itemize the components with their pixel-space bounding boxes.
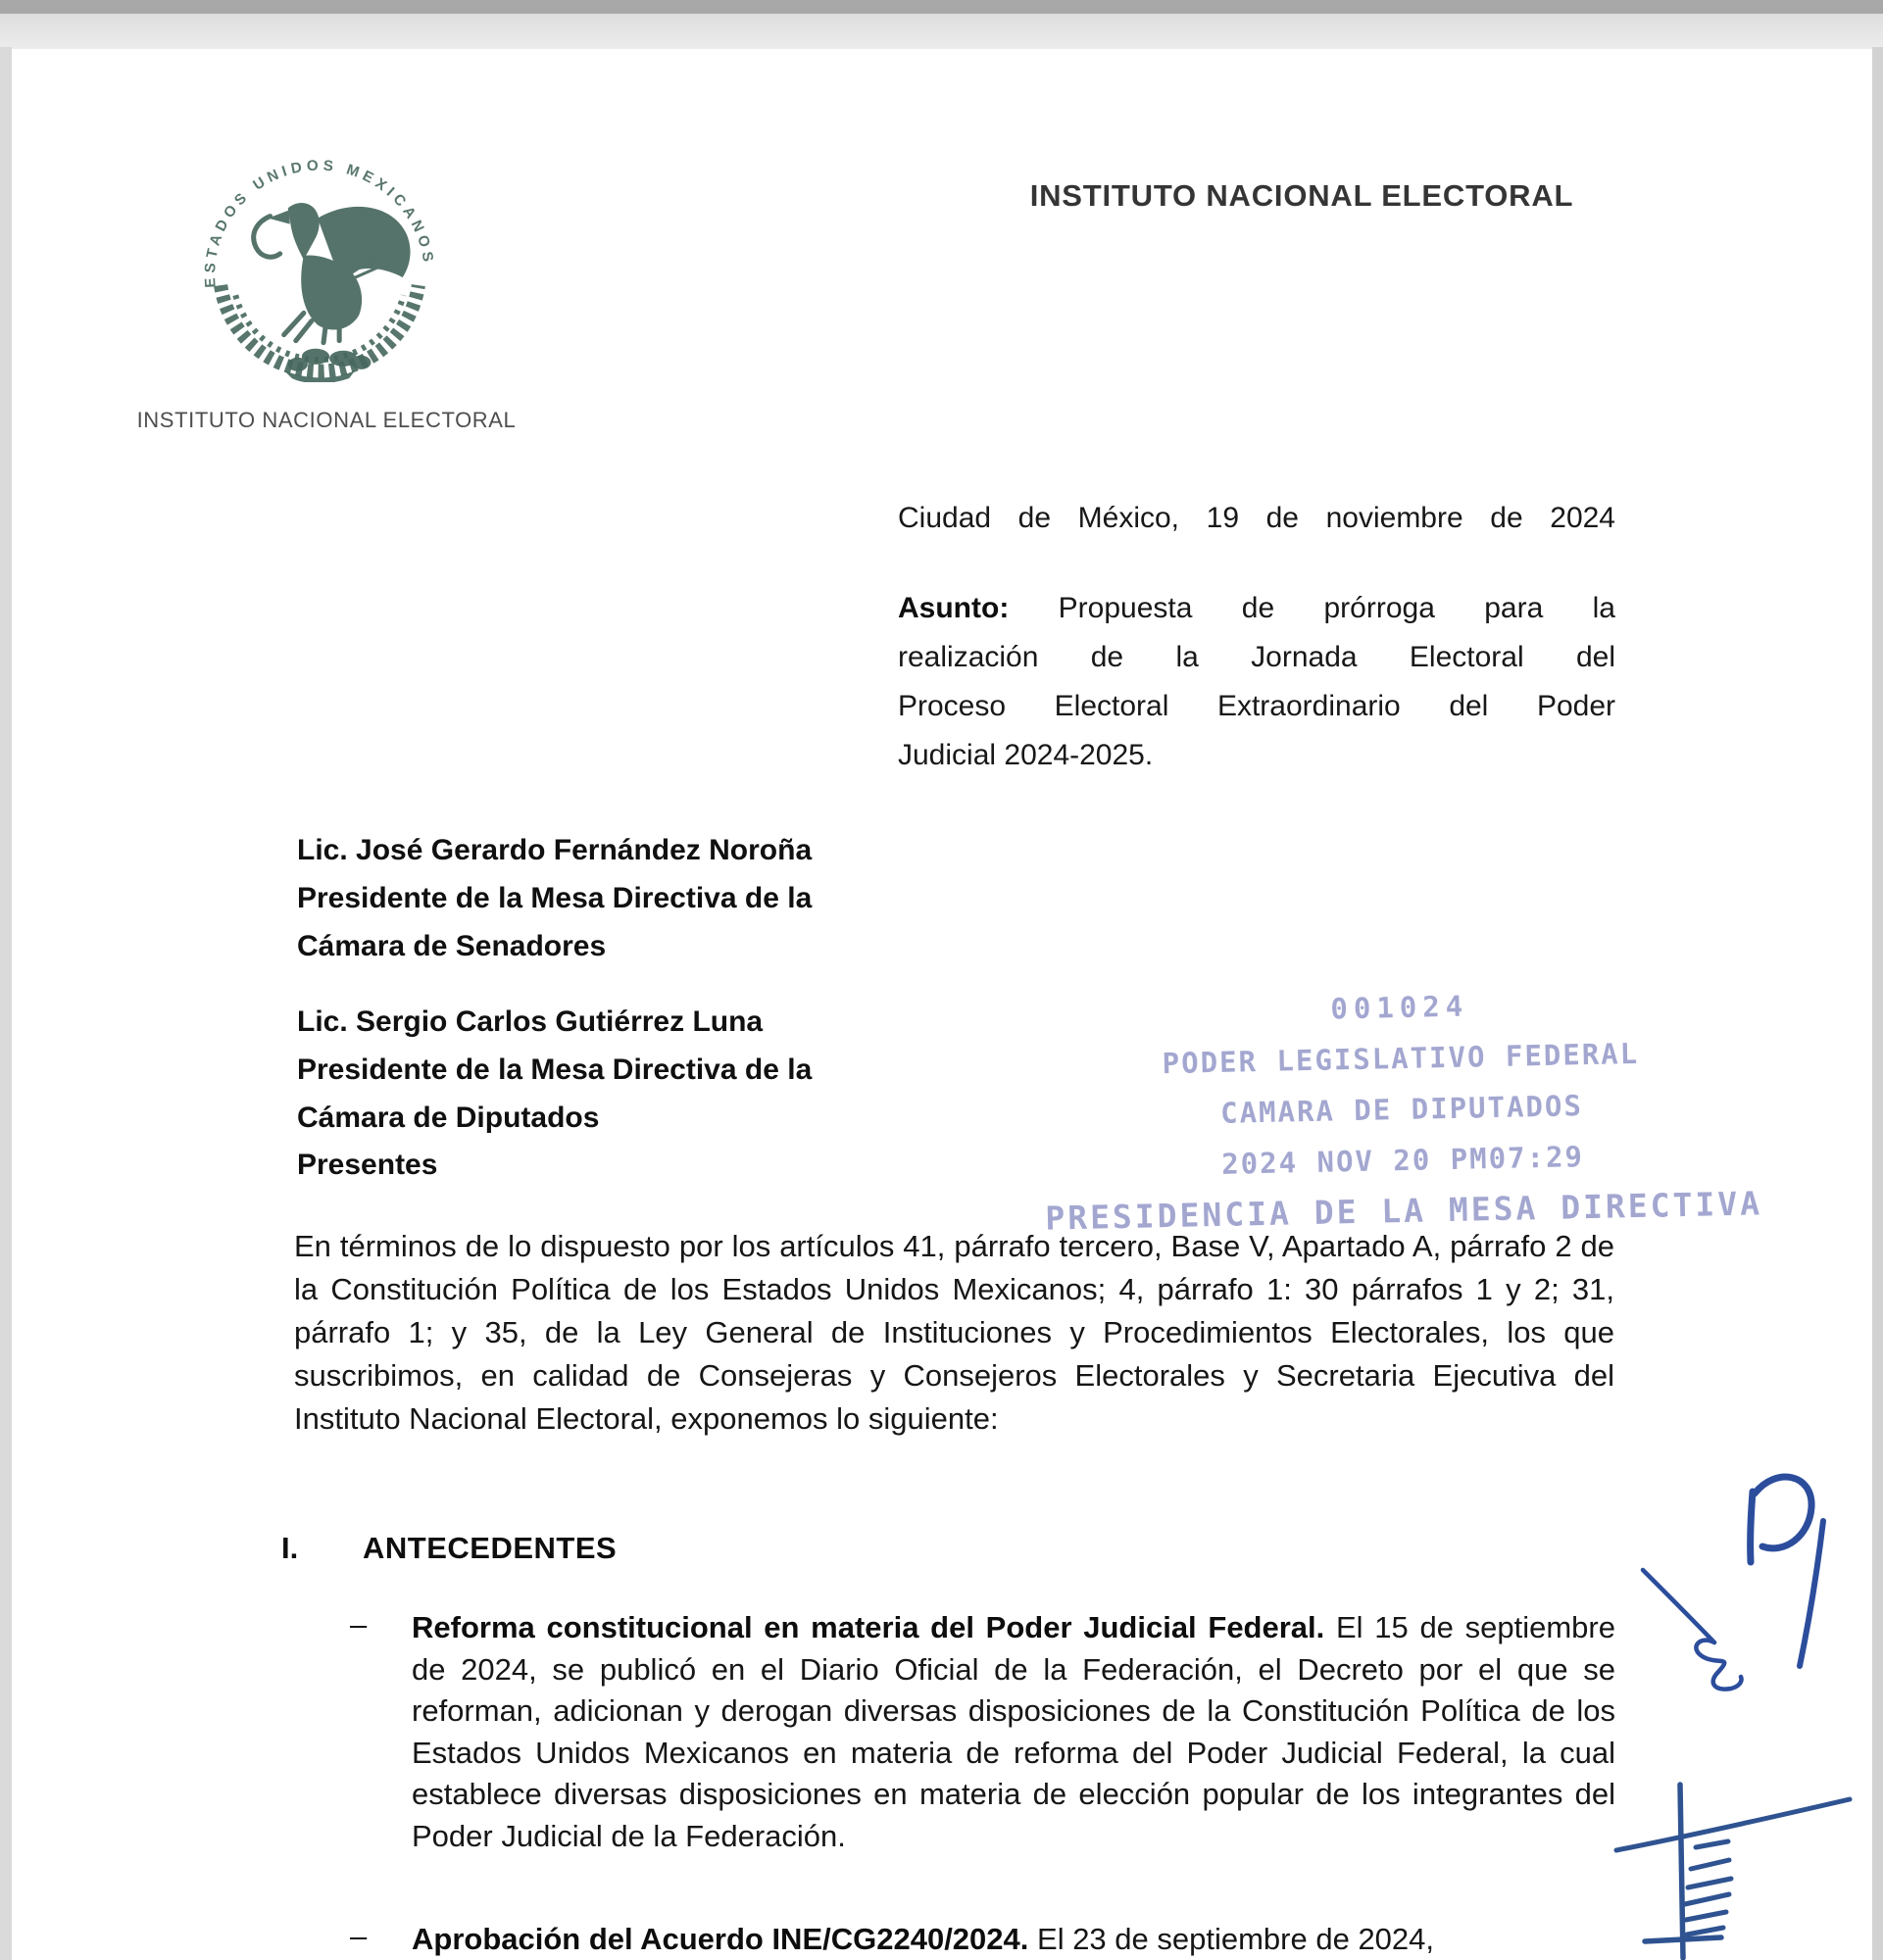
bullet-marker: – bbox=[350, 1919, 368, 1953]
eagle-emblem bbox=[254, 203, 411, 382]
bullet-item bbox=[412, 1607, 1615, 1857]
intro-paragraph: En términos de lo dispuesto por los artículos 41, párrafo tercero, Base V, Apartado A, párrafo 2 de la Constitución Política de los Estados Unidos Mexicanos; 4, párrafo 1: 30 párrafos 1 y 2; 31, párrafo 1; y 35, de la Ley General de Instituciones y Procedimientos Electorales, los que suscribimos, en calidad de Consejeras y Consejeros Electorales y Secretaria Ejecutiva del Instituto Nacional Electoral, exponemos lo siguiente: bbox=[294, 1229, 1614, 1436]
bullet-lead: Reforma constitucional en materia del Poder Judicial Federal. bbox=[412, 1610, 1325, 1644]
stamp-folio: 001024 bbox=[1330, 989, 1469, 1026]
salutation: Presentes bbox=[297, 1149, 438, 1181]
recipient-name: Lic. José Gerardo Fernández Noroña bbox=[297, 834, 813, 866]
date-line: Ciudad de México, 19 de noviembre de 2024 bbox=[898, 502, 1615, 534]
scan-edge-right bbox=[1872, 47, 1883, 1960]
recipient-org: Cámara de Senadores bbox=[297, 930, 607, 962]
bullet-lead: Aprobación del Acuerdo INE/CG2240/2024. bbox=[412, 1922, 1029, 1956]
recipient-title: Presidente de la Mesa Directiva de la bbox=[297, 1054, 813, 1086]
recipient-block-senadores bbox=[297, 826, 812, 970]
logo-caption: INSTITUTO NACIONAL ELECTORAL bbox=[136, 408, 517, 432]
reception-stamp bbox=[1026, 974, 1776, 1245]
bullet-marker: – bbox=[350, 1607, 368, 1642]
stamp-line: 2024 NOV 20 PM07:29 bbox=[1220, 1140, 1585, 1181]
stamp-line: CAMARA DE DIPUTADOS bbox=[1219, 1089, 1584, 1130]
bullet-text: El 23 de septiembre de 2024, bbox=[1037, 1922, 1435, 1956]
subject-line bbox=[898, 584, 1615, 633]
subject-line: realización de la Jornada Electoral del bbox=[898, 641, 1615, 673]
recipient-title: Presidente de la Mesa Directiva de la bbox=[297, 882, 813, 914]
scan-edge-left bbox=[0, 47, 12, 1960]
recipient-name: Lic. Sergio Carlos Gutiérrez Luna bbox=[297, 1005, 764, 1038]
recipient-org: Cámara de Diputados bbox=[297, 1102, 600, 1134]
handwritten-signature-ink bbox=[1617, 1460, 1872, 1725]
stamp-line: PODER LEGISLATIVO FEDERAL bbox=[1162, 1036, 1640, 1081]
bullet-item bbox=[412, 1919, 1615, 1960]
seal-circular-text: ESTADOS UNIDOS MEXICANOS bbox=[201, 157, 437, 289]
handwritten-tally-ink bbox=[1603, 1779, 1883, 1960]
stamp-line: PRESIDENCIA DE LA MESA DIRECTIVA bbox=[1044, 1184, 1763, 1238]
letterhead-title: INSTITUTO NACIONAL ELECTORAL bbox=[1029, 178, 1574, 213]
bullet-text: El 15 de septiembre de 2024, se publicó en el Diario Oficial de la Federación, el Decreto por el que se reforman, adicionan y derogan diversas disposiciones de la Constitución Política de los Estados Unidos Mexicanos en materia de reforma del Poder Judicial Federal, la cual establece diversas disposiciones en materia de elección popular de los integrantes del Poder Judicial de la Federación. bbox=[412, 1610, 1615, 1853]
scan-edge-top-light bbox=[0, 14, 1883, 49]
subject-line-text: Propuesta de prórroga para la bbox=[1058, 592, 1615, 624]
subject-label: Asunto: bbox=[898, 592, 1010, 624]
subject-block bbox=[898, 584, 1615, 780]
section-title: ANTECEDENTES bbox=[363, 1531, 618, 1565]
section-numeral: I. bbox=[281, 1531, 299, 1565]
recipient-block-diputados bbox=[297, 998, 812, 1142]
mexican-national-seal-icon bbox=[201, 147, 438, 382]
subject-line: Proceso Electoral Extraordinario del Poder bbox=[898, 690, 1615, 722]
scan-edge-top bbox=[0, 0, 1883, 14]
subject-line: Judicial 2024-2025. bbox=[898, 739, 1154, 771]
